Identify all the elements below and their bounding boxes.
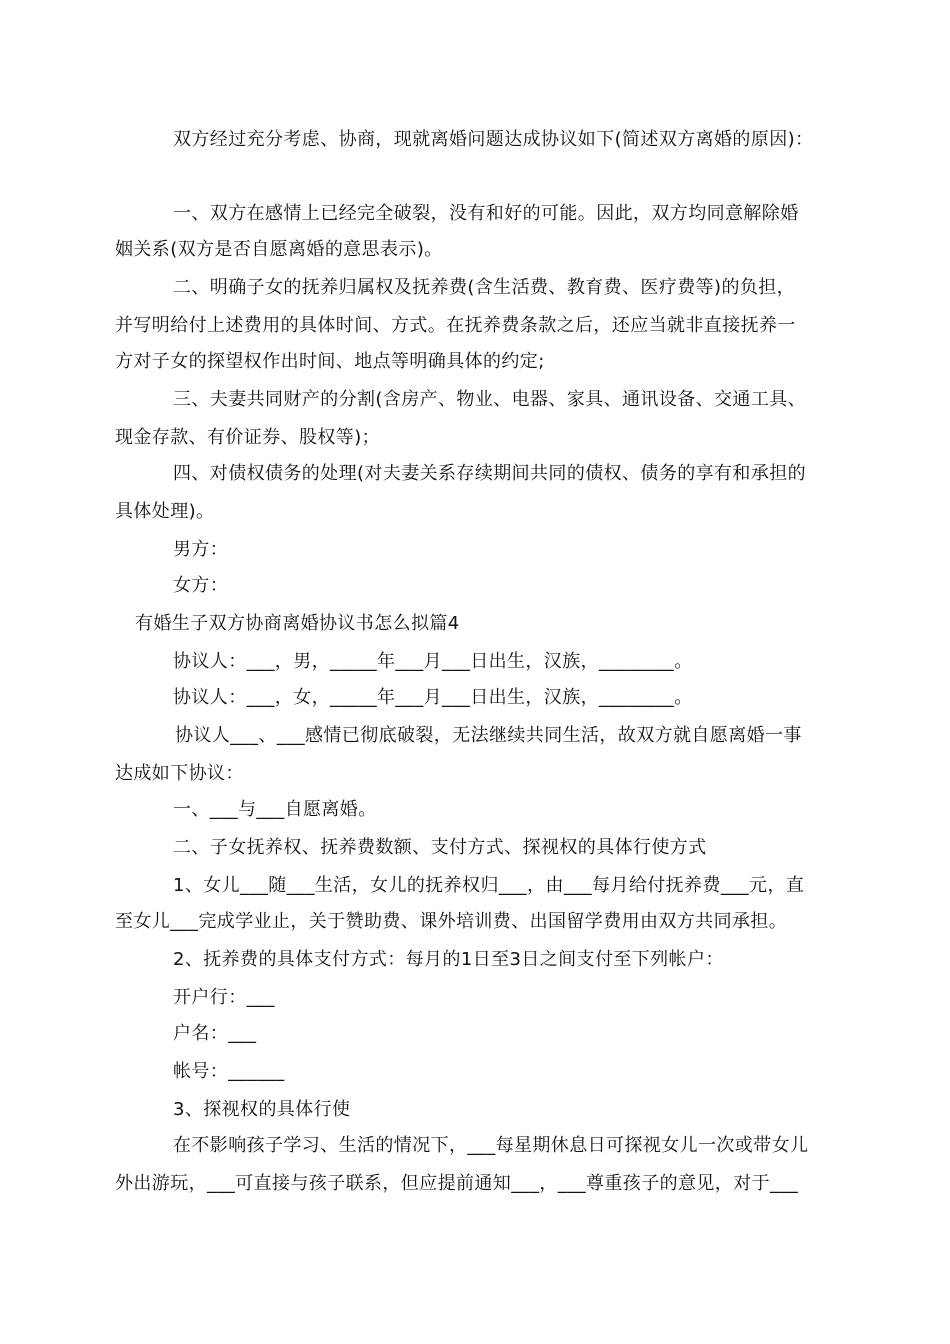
account-name-field: 户名：___ <box>173 1023 257 1044</box>
item-two-point-3: 3、探视权的具体行使 <box>173 1099 351 1120</box>
clause-one-line-2: 姻关系(双方是否自愿离婚的意思表示)。 <box>115 239 443 260</box>
male-party-label: 男方： <box>173 539 229 560</box>
clause-three-line-2: 现金存款、有价证券、股权等)； <box>115 427 381 448</box>
intro-paragraph: 双方经过充分考虑、协商，现就离婚问题达成协议如下(简述双方离婚的原因)： <box>173 129 814 150</box>
item-one: 一、___与___自愿离婚。 <box>173 799 377 820</box>
party-line-female: 协议人：___，女，_____年___月___日出生，汉族，________。 <box>173 687 693 708</box>
item-two-heading: 二、子女抚养权、抚养费数额、支付方式、探视权的具体行使方式 <box>173 837 707 858</box>
clause-four-line-1: 四、对债权债务的处理(对夫妻关系存续期间共同的债权、债务的享有和承担的 <box>173 463 807 484</box>
clause-two-line-1: 二、明确子女的抚养归属权及抚养费(含生活费、教育费、医疗费等)的负担， <box>173 277 796 298</box>
agreement-statement-line-2: 达成如下协议： <box>115 763 244 784</box>
account-number-field: 帐号：______ <box>173 1061 285 1082</box>
item-two-point-2: 2、抚养费的具体支付方式：每月的1日至3日之间支付至下列帐户： <box>173 949 724 970</box>
clause-four-line-2: 具体处理)。 <box>115 501 215 522</box>
section-heading: 有婚生子双方协商离婚协议书怎么拟篇4 <box>135 613 460 634</box>
item-two-point-1-line-1: 1、女儿___随___生活，女儿的抚养权归___，由___每月给付抚养费___元，直 <box>173 875 805 896</box>
clause-one-line-1: 一、双方在感情上已经完全破裂，没有和好的可能。因此，双方均同意解除婚 <box>173 203 799 224</box>
visitation-line-1: 在不影响孩子学习、生活的情况下，___每星期休息日可探视女儿一次或带女儿 <box>173 1135 809 1156</box>
female-party-label: 女方： <box>173 575 229 596</box>
party-line-male: 协议人：___，男，_____年___月___日出生，汉族，________。 <box>173 651 693 672</box>
visitation-line-2: 外出游玩，___可直接与孩子联系，但应提前通知___，___尊重孩子的意见，对于___ <box>115 1173 799 1194</box>
clause-three-line-1: 三、夫妻共同财产的分割(含房产、物业、电器、家具、通讯设备、交通工具、 <box>173 389 807 410</box>
clause-two-line-2: 并写明给付上述费用的具体时间、方式。在抚养费条款之后，还应当就非直接抚养一 <box>115 315 796 336</box>
agreement-statement-line-1: 协议人___、___感情已彻底破裂，无法继续共同生活，故双方就自愿离婚一事 <box>175 725 802 746</box>
clause-two-line-3: 方对子女的探望权作出时间、地点等明确具体的约定; <box>115 351 545 372</box>
bank-name-field: 开户行：___ <box>173 987 275 1008</box>
item-two-point-1-line-2: 至女儿___完成学业止，关于赞助费、课外培训费、出国留学费用由双方共同承担。 <box>115 911 788 932</box>
